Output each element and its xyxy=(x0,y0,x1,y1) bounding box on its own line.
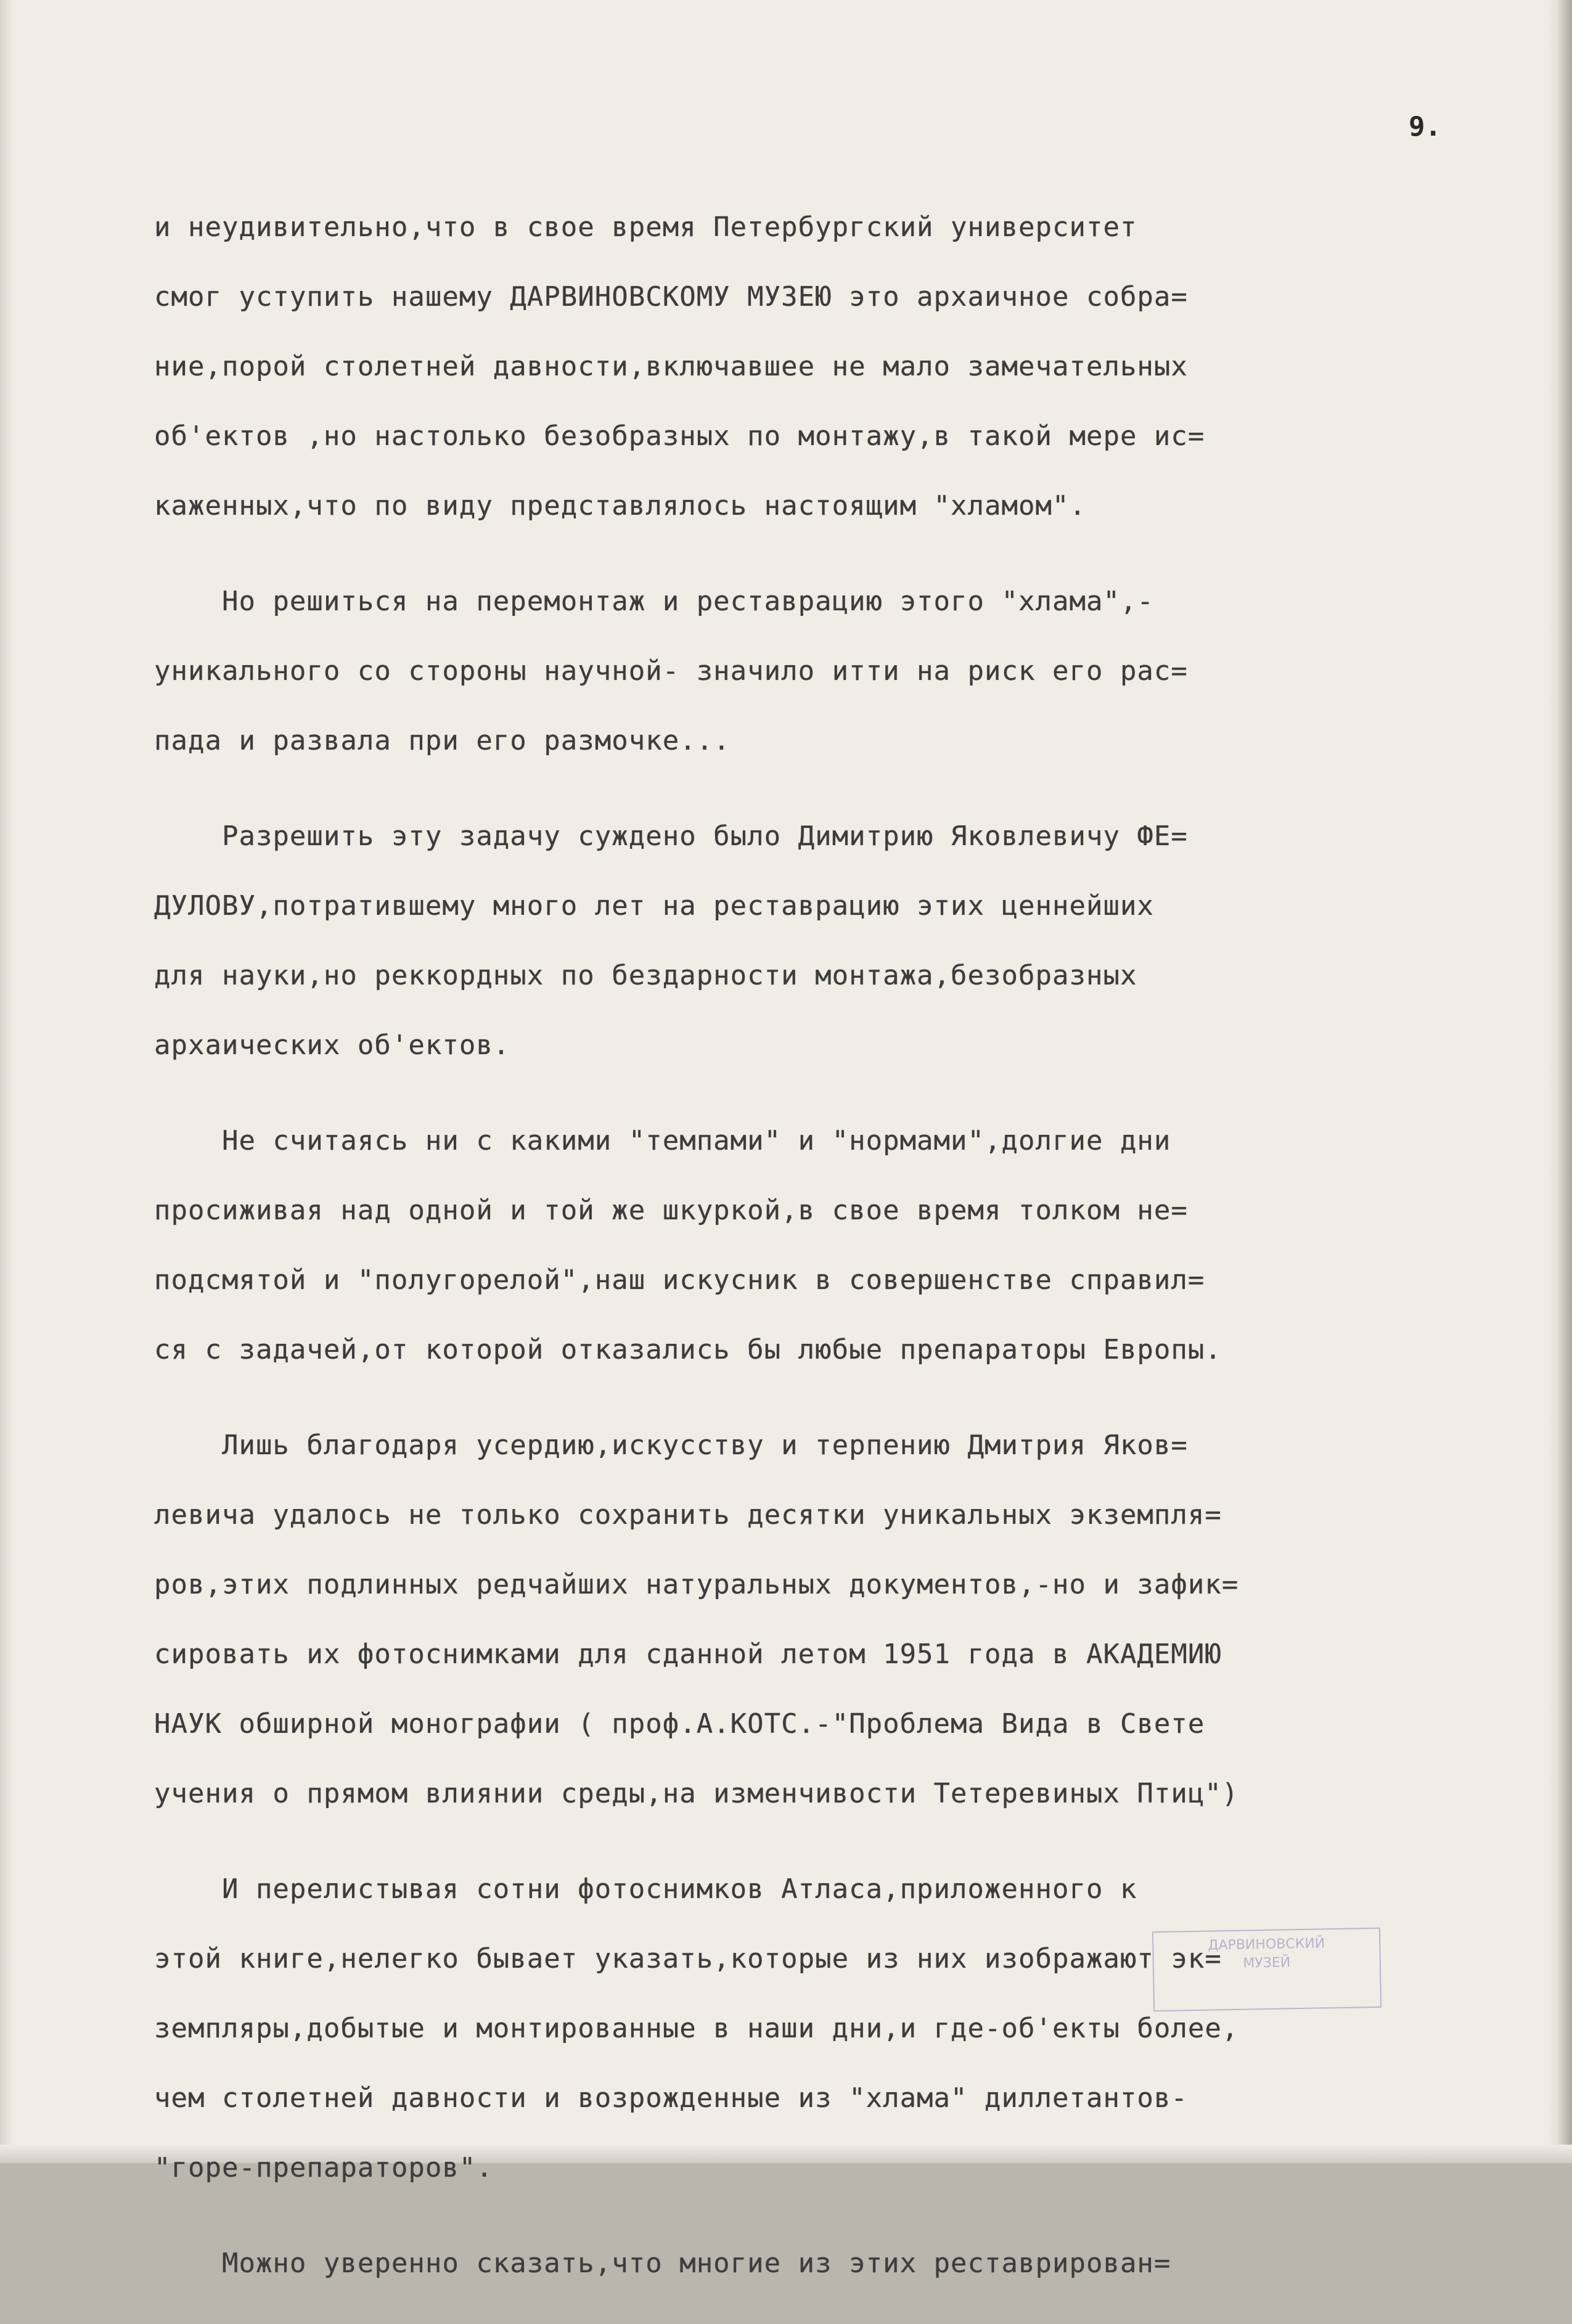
paragraph xyxy=(154,1410,1461,1828)
text-line: ние,порой столетней давности,включавшее не мало замечательных xyxy=(154,351,1188,382)
paper-edge-left xyxy=(0,0,14,2163)
page-number: 9. xyxy=(1409,111,1441,142)
text-line: чем столетней давности и возрожденные из "хлама" диллетантов- xyxy=(154,2082,1188,2114)
paper-edge-right xyxy=(1547,0,1572,2163)
text-line: каженных,что по виду представлялось настоящим "хламом". xyxy=(154,490,1086,522)
text-line: И перелистывая сотни фотоснимков Атласа,приложенного к xyxy=(154,1873,1137,1905)
text-line: Разрешить эту задачу суждено было Димитрию Яковлевичу ФЕ= xyxy=(154,820,1188,852)
stamp-line: ДАРВИНОВСКИЙ xyxy=(1208,1936,1325,1954)
text-line: этой книге,нелегко бывает указать,которые из них изображают эк= xyxy=(154,1943,1222,1974)
stamp-line: МУЗЕЙ xyxy=(1243,1955,1291,1971)
text-line: Не считаясь ни с какими "темпами" и "нормами",долгие дни xyxy=(154,1125,1171,1156)
text-line: смог уступить нашему ДАРВИНОВСКОМУ МУЗЕЮ это архаичное собра= xyxy=(154,281,1188,313)
paragraph xyxy=(154,567,1461,775)
text-line: архаических об'ектов. xyxy=(154,1029,510,1061)
text-line: и неудивительно,что в свое время Петербургский университет xyxy=(154,211,1137,243)
text-line: пада и развала при его размочке... xyxy=(154,725,731,756)
text-line: ся с задачей,от которой отказались бы любые препараторы Европы. xyxy=(154,1334,1222,1365)
text-line: Можно уверенно сказать,что многие из этих реставрирован= xyxy=(154,2248,1171,2279)
text-line: сировать их фотоснимками для сданной летом 1951 года в АКАДЕМИЮ xyxy=(154,1639,1222,1670)
paragraph xyxy=(154,1106,1461,1385)
paragraph xyxy=(154,2228,1461,2298)
text-line: уникального со стороны научной- значило итти на риск его рас= xyxy=(154,655,1188,687)
text-line: просиживая над одной и той же шкуркой,в свое время толком не= xyxy=(154,1195,1188,1226)
text-line: подсмятой и "полугорелой",наш искусник в совершенстве справил= xyxy=(154,1264,1205,1296)
text-line: для науки,но реккордных по бездарности монтажа,безобразных xyxy=(154,960,1137,991)
text-line: ров,этих подлинных редчайших натуральных документов,-но и зафик= xyxy=(154,1569,1239,1600)
text-line: НАУК обширной монографии ( проф.А.КОТС.-"Проблема Вида в Свете xyxy=(154,1708,1205,1740)
text-line: земпляры,добытые и монтированные в наши дни,и где-об'екты более, xyxy=(154,2013,1239,2044)
text-line: ДУЛОВУ,потратившему много лет на реставрацию этих ценнейших xyxy=(154,890,1154,922)
paragraph xyxy=(154,1854,1461,2203)
paragraph xyxy=(154,801,1461,1080)
text-line: Лишь благодаря усердию,искусству и терпению Дмитрия Яков= xyxy=(154,1430,1188,1461)
paragraph xyxy=(154,192,1461,541)
text-line: левича удалось не только сохранить десятки уникальных экземпля= xyxy=(154,1499,1222,1531)
archive-stamp xyxy=(1152,1928,1382,2011)
text-line: "горе-препараторов". xyxy=(154,2152,493,2183)
text-line: учения о прямом влиянии среды,на изменчивости Тетеревиных Птиц") xyxy=(154,1778,1239,1809)
text-line: об'ектов ,но настолько безобразных по монтажу,в такой мере ис= xyxy=(154,420,1205,452)
text-line: Но решиться на перемонтаж и реставрацию этого "хлама",- xyxy=(154,586,1154,617)
